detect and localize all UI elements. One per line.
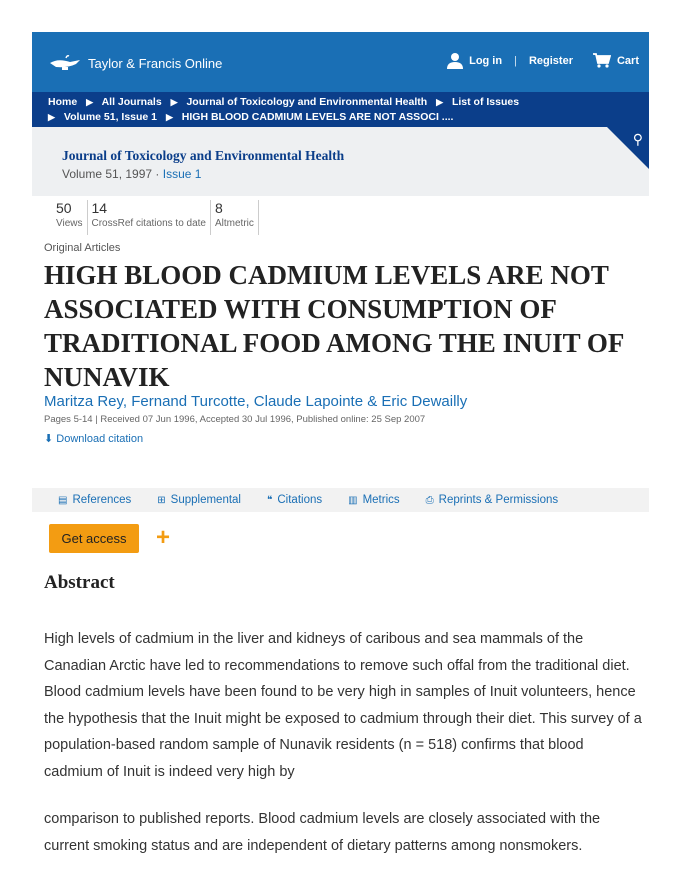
download-citation-label: Download citation bbox=[56, 433, 144, 445]
abstract-text: High levels of cadmium in the liver and kidneys of caribous and sea mammals of the Canadian Arctic have led to recommendations to remove such offal from the traditional diet. Blood cadmium levels have been found to be very high in samples of Inuit volunteers, hence the hypothesis that the Inuit might be exposed to cadmium through their diet. This survey of a population-based random sample of Nunavik residents (n = 518) confirms that blood cadmium of Inuit is indeed very high by bbox=[44, 631, 642, 780]
download-icon: ⬇ bbox=[44, 433, 54, 445]
metric-altmetric[interactable] bbox=[211, 200, 259, 235]
tab-label: Citations bbox=[277, 494, 323, 506]
brand-name: Taylor & Francis Online bbox=[88, 55, 223, 71]
brand-logo[interactable] bbox=[48, 54, 222, 72]
metric-crossref-value: 14 bbox=[91, 200, 108, 216]
lamp-logo-icon bbox=[48, 54, 82, 72]
metric-views-value: 50 bbox=[56, 200, 72, 216]
tab-references[interactable] bbox=[58, 494, 131, 506]
breadcrumb-arrow-icon: ▶ bbox=[86, 97, 94, 107]
journal-issue-link[interactable]: Issue 1 bbox=[162, 167, 202, 181]
breadcrumb bbox=[32, 92, 649, 127]
journal-volume-year: Volume 51, 1997 · bbox=[62, 167, 163, 181]
download-citation-link[interactable] bbox=[44, 432, 143, 445]
book-icon: ▤ bbox=[58, 494, 68, 506]
journal-title[interactable]: Journal of Toxicology and Environmental Health bbox=[62, 148, 345, 163]
user-icon bbox=[447, 52, 463, 69]
breadcrumb-arrow-icon: ▶ bbox=[170, 97, 178, 107]
tab-label: Reprints & Permissions bbox=[438, 494, 559, 506]
account-links bbox=[447, 52, 639, 69]
breadcrumb-volume[interactable]: Volume 51, Issue 1 bbox=[63, 111, 158, 123]
article-type: Original Articles bbox=[44, 242, 121, 254]
article-tabs bbox=[32, 488, 649, 512]
breadcrumb-arrow-icon: ▶ bbox=[436, 97, 444, 107]
tab-label: References bbox=[72, 494, 132, 506]
breadcrumb-current: HIGH BLOOD CADMIUM LEVELS ARE NOT ASSOCI .... bbox=[181, 111, 454, 123]
tab-citations[interactable] bbox=[267, 494, 322, 506]
site-header bbox=[32, 32, 649, 196]
metric-views bbox=[52, 200, 88, 235]
quote-icon: ❝ bbox=[266, 494, 273, 506]
breadcrumb-home[interactable]: Home bbox=[48, 96, 78, 108]
top-bar bbox=[32, 32, 649, 92]
breadcrumb-journal[interactable]: Journal of Toxicology and Environmental Health bbox=[186, 96, 428, 108]
metric-views-label: Views bbox=[56, 218, 83, 229]
article-title: HIGH BLOOD CADMIUM LEVELS ARE NOT ASSOCIATED WITH CONSUMPTION OF TRADITIONAL FOOD AMONG THE INUIT OF NUNAVIK bbox=[44, 260, 624, 392]
article-metrics bbox=[52, 200, 259, 235]
register-link[interactable]: Register bbox=[528, 54, 573, 67]
metric-crossref[interactable] bbox=[88, 200, 212, 235]
publication-info: Pages 5-14 | Received 07 Jun 1996, Accepted 30 Jul 1996, Published online: 25 Sep 2007 bbox=[44, 414, 426, 425]
tab-label: Supplemental bbox=[170, 494, 241, 506]
breadcrumb-issues[interactable]: List of Issues bbox=[451, 96, 520, 108]
tab-reprints[interactable] bbox=[426, 494, 559, 506]
cart-icon bbox=[593, 53, 611, 68]
breadcrumb-all-journals[interactable]: All Journals bbox=[101, 96, 162, 108]
tab-label: Metrics bbox=[362, 494, 400, 506]
search-icon[interactable]: ⚲ bbox=[632, 131, 643, 147]
plus-square-icon: ⊞ bbox=[157, 494, 166, 506]
login-label: Log in bbox=[469, 54, 503, 67]
add-to-list-icon[interactable]: + bbox=[156, 524, 171, 551]
tab-supplemental[interactable] bbox=[157, 494, 241, 506]
account-separator: | bbox=[514, 54, 517, 67]
login-link[interactable] bbox=[447, 52, 502, 69]
print-icon: ⎙ bbox=[425, 494, 434, 506]
metric-crossref-label: CrossRef citations to date bbox=[91, 218, 206, 229]
article-authors[interactable]: Maritza Rey, Fernand Turcotte, Claude Lapointe & Eric Dewailly bbox=[44, 393, 468, 410]
breadcrumb-arrow-icon: ▶ bbox=[48, 112, 55, 122]
journal-issue bbox=[62, 167, 201, 181]
breadcrumb-arrow-icon: ▶ bbox=[165, 112, 173, 122]
metric-altmetric-value: 8 bbox=[215, 200, 223, 216]
tab-metrics[interactable] bbox=[348, 494, 400, 506]
get-access-button[interactable]: Get access bbox=[49, 524, 139, 553]
cart-link[interactable] bbox=[593, 53, 639, 68]
abstract-heading: Abstract bbox=[44, 572, 115, 593]
abstract-text-continued: comparison to published reports. Blood cadmium levels are closely associated with the current smoking status and are independent of dietary patterns among nonsmokers. bbox=[44, 811, 601, 854]
chart-icon: ▥ bbox=[348, 494, 358, 506]
cart-label: Cart bbox=[616, 54, 639, 67]
journal-bar bbox=[32, 127, 649, 196]
metric-altmetric-label: Altmetric bbox=[215, 218, 254, 229]
